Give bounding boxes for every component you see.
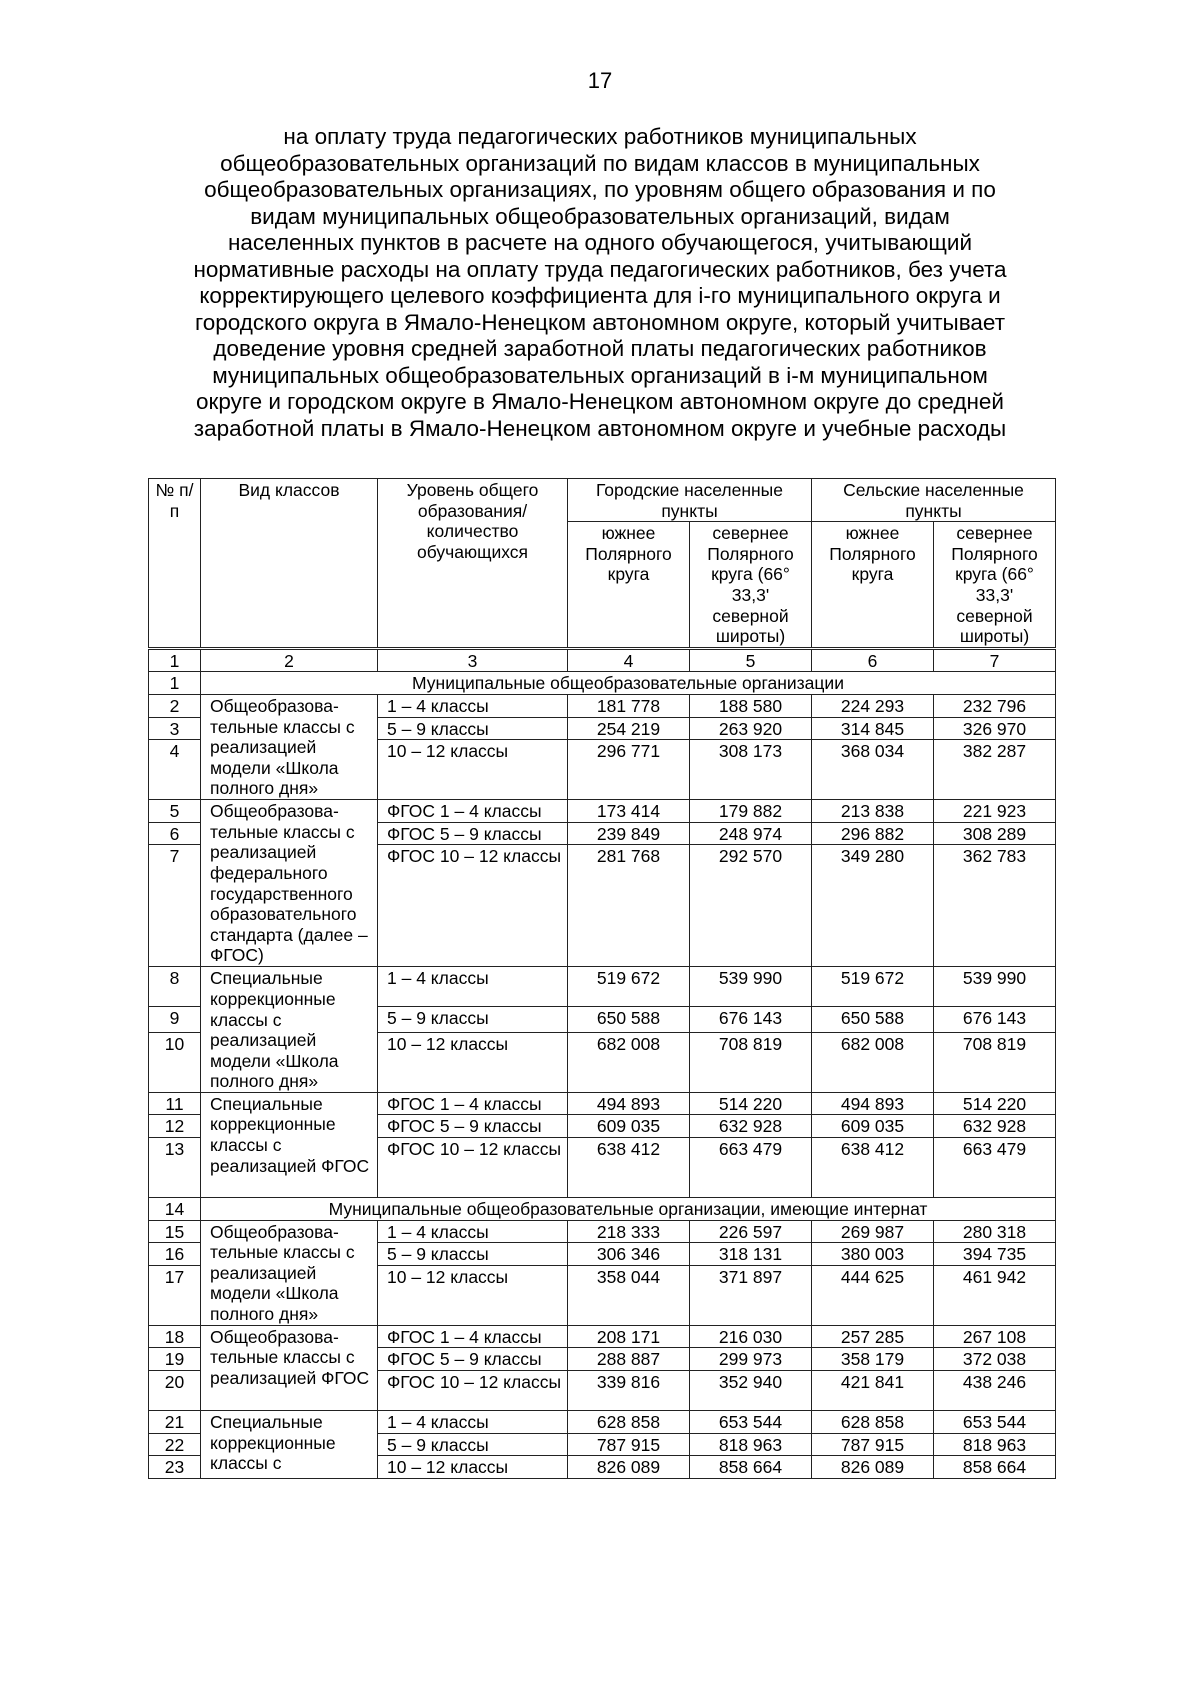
class-kind: Общеобразова-тельные классы с реализацией модели «Школа полного дня» [201, 1220, 378, 1325]
rural-south-value: 609 035 [812, 1115, 934, 1138]
table-row [149, 800, 1056, 823]
urban-south-value: 826 089 [568, 1456, 690, 1479]
row-number: 21 [149, 1411, 201, 1434]
rural-south-value: 519 672 [812, 967, 934, 1007]
column-number: 5 [690, 648, 812, 672]
column-number: 2 [201, 648, 378, 672]
heading-line: корректирующего целевого коэффициента для i-го муниципального округа и [199, 283, 1001, 308]
rural-north-value: 539 990 [934, 967, 1056, 1007]
rural-north-value: 394 735 [934, 1243, 1056, 1266]
row-number: 7 [149, 845, 201, 967]
row-number: 10 [149, 1032, 201, 1092]
rural-south-value: 628 858 [812, 1411, 934, 1434]
urban-south-value: 218 333 [568, 1220, 690, 1243]
rural-north-value: 818 963 [934, 1433, 1056, 1456]
class-kind: Специальные коррекционные классы с [201, 1411, 378, 1479]
urban-north-value: 248 974 [690, 822, 812, 845]
table-row [149, 1325, 1056, 1348]
column-number: 7 [934, 648, 1056, 672]
rural-south-value: 444 625 [812, 1265, 934, 1325]
education-level: ФГОС 5 – 9 классы [378, 1348, 568, 1371]
rural-north-value: 372 038 [934, 1348, 1056, 1371]
education-level: ФГОС 1 – 4 классы [378, 1092, 568, 1115]
urban-north-value: 514 220 [690, 1092, 812, 1115]
education-level: 1 – 4 классы [378, 1220, 568, 1243]
header-rural-south: южнее Полярного круга [812, 522, 934, 649]
rural-north-value: 676 143 [934, 1007, 1056, 1033]
rural-south-value: 368 034 [812, 740, 934, 800]
urban-north-value: 226 597 [690, 1220, 812, 1243]
rural-north-value: 308 289 [934, 822, 1056, 845]
urban-south-value: 281 768 [568, 845, 690, 967]
table-row [149, 967, 1056, 1007]
class-kind: Общеобразова-тельные классы с реализацией федерального государственного образовательного стандарта (далее – ФГОС) [201, 800, 378, 967]
urban-south-value: 288 887 [568, 1348, 690, 1371]
row-number: 22 [149, 1433, 201, 1456]
header-urban-south: южнее Полярного круга [568, 522, 690, 649]
urban-south-value: 628 858 [568, 1411, 690, 1434]
education-level: 1 – 4 классы [378, 694, 568, 717]
rural-south-value: 638 412 [812, 1138, 934, 1198]
row-number: 23 [149, 1456, 201, 1479]
rural-north-value: 232 796 [934, 694, 1056, 717]
rural-north-value: 653 544 [934, 1411, 1056, 1434]
rural-north-value: 267 108 [934, 1325, 1056, 1348]
heading-line: доведение уровня средней заработной платы педагогических работников [213, 336, 987, 361]
urban-north-value: 318 131 [690, 1243, 812, 1266]
rural-south-value: 826 089 [812, 1456, 934, 1479]
table-row [149, 1092, 1056, 1115]
urban-north-value: 676 143 [690, 1007, 812, 1033]
rural-north-value: 362 783 [934, 845, 1056, 967]
document-heading [160, 124, 1040, 442]
section-row [149, 1198, 1056, 1221]
rural-south-value: 257 285 [812, 1325, 934, 1348]
education-level: 10 – 12 классы [378, 740, 568, 800]
urban-north-value: 216 030 [690, 1325, 812, 1348]
row-number: 9 [149, 1007, 201, 1033]
rural-south-value: 421 841 [812, 1371, 934, 1411]
education-level: ФГОС 1 – 4 классы [378, 1325, 568, 1348]
heading-line: населенных пунктов в расчете на одного обучающегося, учитывающий [227, 230, 973, 255]
urban-south-value: 173 414 [568, 800, 690, 823]
row-number: 6 [149, 822, 201, 845]
rural-north-value: 514 220 [934, 1092, 1056, 1115]
urban-south-value: 609 035 [568, 1115, 690, 1138]
row-number: 17 [149, 1265, 201, 1325]
education-level: 5 – 9 классы [378, 1433, 568, 1456]
urban-north-value: 292 570 [690, 845, 812, 967]
urban-north-value: 818 963 [690, 1433, 812, 1456]
heading-line: городского округа в Ямало-Ненецком автономном округе, который учитывает [195, 309, 1005, 335]
urban-north-value: 632 928 [690, 1115, 812, 1138]
education-level: ФГОС 1 – 4 классы [378, 800, 568, 823]
row-number: 12 [149, 1115, 201, 1138]
rural-north-value: 461 942 [934, 1265, 1056, 1325]
table-row [149, 694, 1056, 717]
education-level: 5 – 9 классы [378, 1243, 568, 1266]
column-number: 4 [568, 648, 690, 672]
urban-south-value: 208 171 [568, 1325, 690, 1348]
rural-south-value: 224 293 [812, 694, 934, 717]
header-num: № п/п [149, 479, 201, 649]
urban-south-value: 181 778 [568, 694, 690, 717]
rural-north-value: 280 318 [934, 1220, 1056, 1243]
urban-south-value: 239 849 [568, 822, 690, 845]
column-number: 3 [378, 648, 568, 672]
page-number: 17 [587, 68, 613, 93]
header-row [149, 479, 1056, 522]
rural-north-value: 221 923 [934, 800, 1056, 823]
rural-south-value: 269 987 [812, 1220, 934, 1243]
urban-north-value: 539 990 [690, 967, 812, 1007]
rural-south-value: 358 179 [812, 1348, 934, 1371]
rural-south-value: 349 280 [812, 845, 934, 967]
header-rural: Сельские населенные пункты [812, 479, 1056, 522]
rural-south-value: 296 882 [812, 822, 934, 845]
column-number: 6 [812, 648, 934, 672]
row-number: 13 [149, 1138, 201, 1198]
urban-south-value: 638 412 [568, 1138, 690, 1198]
rural-north-value: 382 287 [934, 740, 1056, 800]
rural-south-value: 314 845 [812, 717, 934, 740]
education-level: 1 – 4 классы [378, 1411, 568, 1434]
row-number: 5 [149, 800, 201, 823]
urban-south-value: 519 672 [568, 967, 690, 1007]
rural-south-value: 787 915 [812, 1433, 934, 1456]
heading-line: округе и городском округе в Ямало-Ненецком автономном округе до средней [196, 389, 1004, 414]
rural-north-value: 858 664 [934, 1456, 1056, 1479]
heading-line: заработной платы в Ямало-Ненецком автономном округе и учебные расходы [193, 415, 1007, 441]
row-number: 19 [149, 1348, 201, 1371]
heading-line: нормативные расходы на оплату труда педагогических работников, без учета [193, 256, 1007, 282]
class-kind: Общеобразова-тельные классы с реализацией ФГОС [201, 1325, 378, 1410]
education-level: 1 – 4 классы [378, 967, 568, 1007]
header-urban: Городские населенные пункты [568, 479, 812, 522]
header-level: Уровень общего образования/ количество обучающихся [378, 479, 568, 649]
urban-north-value: 371 897 [690, 1265, 812, 1325]
row-number: 8 [149, 967, 201, 1007]
rural-north-value: 663 479 [934, 1138, 1056, 1198]
urban-north-value: 708 819 [690, 1032, 812, 1092]
class-kind: Общеобразова-тельные классы с реализацией модели «Школа полного дня» [201, 694, 378, 799]
urban-south-value: 339 816 [568, 1371, 690, 1411]
row-number: 16 [149, 1243, 201, 1266]
urban-north-value: 352 940 [690, 1371, 812, 1411]
urban-south-value: 358 044 [568, 1265, 690, 1325]
rural-north-value: 438 246 [934, 1371, 1056, 1411]
row-number: 1 [149, 672, 201, 695]
rural-south-value: 380 003 [812, 1243, 934, 1266]
row-number: 15 [149, 1220, 201, 1243]
table-row [149, 1411, 1056, 1434]
section-title: Муниципальные общеобразовательные организации [201, 672, 1056, 695]
education-level: ФГОС 10 – 12 классы [378, 845, 568, 967]
row-number: 18 [149, 1325, 201, 1348]
education-level: ФГОС 10 – 12 классы [378, 1371, 568, 1411]
urban-north-value: 858 664 [690, 1456, 812, 1479]
education-level: ФГОС 5 – 9 классы [378, 822, 568, 845]
column-numbers-row [149, 648, 1056, 672]
row-number: 20 [149, 1371, 201, 1411]
heading-line: муниципальных общеобразовательных организаций в i-м муниципальном [212, 362, 988, 388]
heading-line: на оплату труда педагогических работников муниципальных [283, 124, 917, 149]
education-level: 5 – 9 классы [378, 1007, 568, 1033]
row-number: 4 [149, 740, 201, 800]
section-row [149, 672, 1056, 695]
urban-north-value: 263 920 [690, 717, 812, 740]
rural-south-value: 650 588 [812, 1007, 934, 1033]
urban-south-value: 494 893 [568, 1092, 690, 1115]
education-level: ФГОС 10 – 12 классы [378, 1138, 568, 1198]
norms-table [148, 478, 1056, 1479]
urban-north-value: 663 479 [690, 1138, 812, 1198]
header-urban-north: севернее Полярного круга (66° 33,3' северной широты) [690, 522, 812, 649]
column-number: 1 [149, 648, 201, 672]
urban-south-value: 254 219 [568, 717, 690, 740]
class-kind: Специальные коррекционные классы с реализацией модели «Школа полного дня» [201, 967, 378, 1093]
section-title: Муниципальные общеобразовательные организации, имеющие интернат [201, 1198, 1056, 1221]
rural-south-value: 682 008 [812, 1032, 934, 1092]
heading-line: видам муниципальных общеобразовательных организаций, видам [250, 203, 950, 229]
urban-south-value: 650 588 [568, 1007, 690, 1033]
urban-north-value: 653 544 [690, 1411, 812, 1434]
row-number: 3 [149, 717, 201, 740]
urban-south-value: 787 915 [568, 1433, 690, 1456]
urban-south-value: 296 771 [568, 740, 690, 800]
education-level: 10 – 12 классы [378, 1032, 568, 1092]
education-level: 5 – 9 классы [378, 717, 568, 740]
class-kind: Специальные коррекционные классы с реализацией ФГОС [201, 1092, 378, 1197]
header-rural-north: севернее Полярного круга (66° 33,3' северной широты) [934, 522, 1056, 649]
education-level: 10 – 12 классы [378, 1265, 568, 1325]
urban-south-value: 306 346 [568, 1243, 690, 1266]
education-level: ФГОС 5 – 9 классы [378, 1115, 568, 1138]
education-level: 10 – 12 классы [378, 1456, 568, 1479]
header-kind: Вид классов [201, 479, 378, 649]
urban-north-value: 299 973 [690, 1348, 812, 1371]
row-number: 14 [149, 1198, 201, 1221]
urban-north-value: 179 882 [690, 800, 812, 823]
table-row [149, 1220, 1056, 1243]
rural-south-value: 494 893 [812, 1092, 934, 1115]
rural-north-value: 708 819 [934, 1032, 1056, 1092]
row-number: 11 [149, 1092, 201, 1115]
heading-line: общеобразовательных организациях, по уровням общего образования и по [204, 177, 996, 202]
rural-south-value: 213 838 [812, 800, 934, 823]
urban-north-value: 188 580 [690, 694, 812, 717]
heading-line: общеобразовательных организаций по видам классов в муниципальных [220, 150, 980, 176]
urban-south-value: 682 008 [568, 1032, 690, 1092]
rural-north-value: 632 928 [934, 1115, 1056, 1138]
rural-north-value: 326 970 [934, 717, 1056, 740]
row-number: 2 [149, 694, 201, 717]
urban-north-value: 308 173 [690, 740, 812, 800]
